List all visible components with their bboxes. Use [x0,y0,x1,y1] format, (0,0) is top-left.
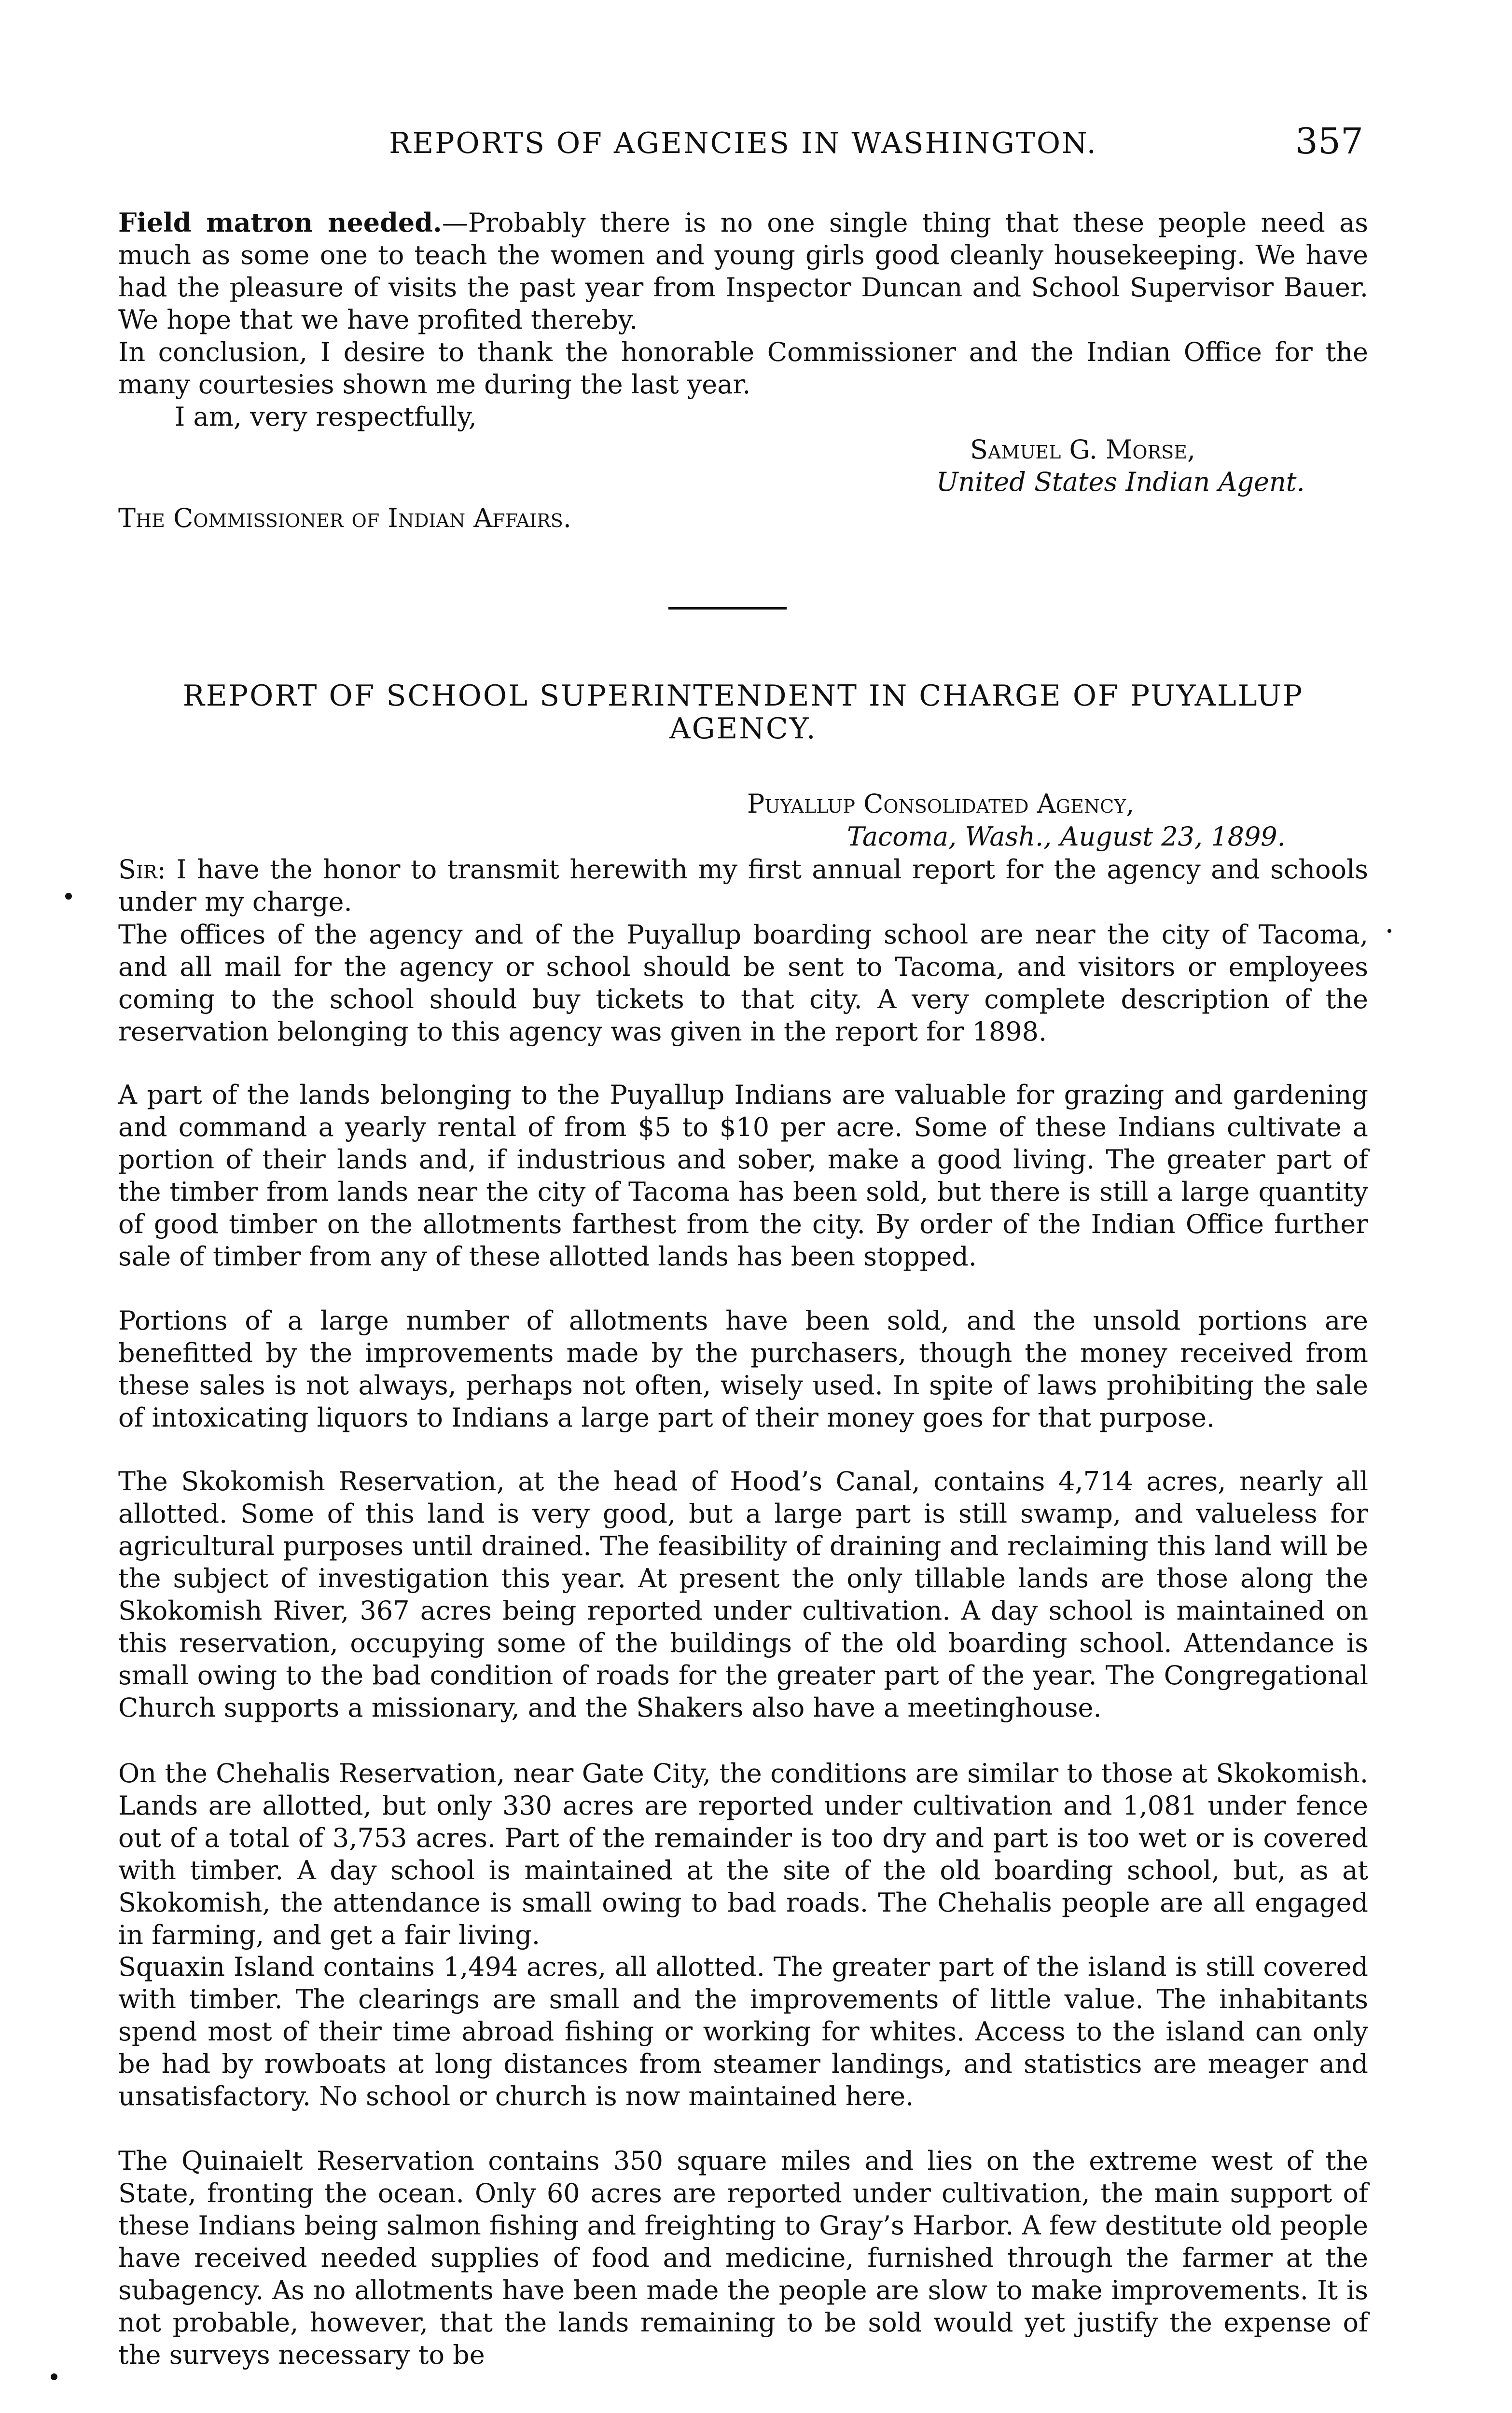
signer-title: United States Indian Agent. [936,467,1305,497]
paragraph-offices: The offices of the agency and of the Puyallup boarding school are near the city of Tacoma, and all mail for the agency or school should be sent to Tacoma, and visitors or employees coming to the school should buy tickets to that city. A very complete description of the reservation belonging to this agency was given in the report for 1898. [118,919,1368,1047]
running-title: REPORTS OF AGENCIES IN WASHINGTON. [389,126,1097,160]
salutation: Sir: [118,854,166,885]
paragraph-conclusion: In conclusion, I desire to thank the honorable Commissioner and the Indian Office for the many courtesies shown me during the last year. [118,337,1368,400]
print-speck [51,2373,57,2380]
paragraph-field-matron [118,207,1368,336]
print-speck [65,893,72,900]
paragraph-squaxin: Squaxin Island contains 1,494 acres, all allotted. The greater part of the island is still covered with timber. The clearings are small and the improvements of little value. The inhabitants spend most of their time abroad fishing or working for whites. Access to the island can only be had by rowboats at long distances from steamer landings, and statistics are meager and unsatisfactory. No school or church is now maintained here. [118,1952,1368,2111]
dateline-place: Puyallup Consolidated Agency, [747,789,1135,819]
paragraph-intro [118,853,1368,918]
paragraph-allotments: Portions of a large number of allotments have been sold, and the unsold portions are benefitted by the improvements made by the purchasers, though the money received from these sales is not always, perhaps not often, wisely used. In spite of laws prohibiting the sale of intoxicating liquors to Indians a large part of their money goes for that purpose. [118,1305,1368,1433]
addressee-line: The Commissioner of Indian Affairs. [118,503,571,533]
closing-line: I am, very respectfully, [175,402,477,432]
report-heading-line-1: REPORT OF SCHOOL SUPERINTENDENT IN CHARGE OF PUYALLUP [182,679,1304,713]
running-header [118,121,1368,174]
paragraph-quinaielt: The Quinaielt Reservation contains 350 square miles and lies on the extreme west of the State, fronting the ocean. Only 60 acres are reported under cultivation, the main support of these Indians being salmon fishing and freighting to Gray’s Harbor. A few destitute old people have received needed supplies of food and medicine, furnished through the farmer at the subagency. As no allotments have been made the people are slow to make improvements. It is not probable, however, that the lands remaining to be sold would yet justify the expense of the surveys necessary to be [118,2146,1368,2370]
print-speck [1387,929,1391,933]
signer-name: Samuel G. Morse, [970,434,1196,465]
paragraph-body: I have the honor to transmit herewith my first annual report for the agency and schools under my charge. [118,854,1368,917]
section-divider [668,607,787,610]
paragraph-lead: Field matron needed. [118,207,442,238]
report-heading [118,680,1368,745]
page-number: 357 [1295,121,1363,162]
paragraph-skokomish: The Skokomish Reservation, at the head of Hood’s Canal, contains 4,714 acres, nearly all allotted. Some of this land is very good, but a large part is still swamp, and valueless for agricultural purposes until drained. The feasibility of draining and reclaiming this land will be the subject of investigation this year. At present the only tillable lands are those along the Skokomish River, 367 acres being reported under cultivation. A day school is maintained on this reservation, occupying some of the buildings of the old boarding school. Attendance is small owing to the bad condition of roads for the greater part of the year. The Congregational Church supports a missionary, and the Shakers also have a meetinghouse. [118,1466,1368,1723]
paragraph-chehalis: On the Chehalis Reservation, near Gate City, the conditions are similar to those at Skokomish. Lands are allotted, but only 330 acres are reported under cultivation and 1,081 under fence out of a total of 3,753 acres. Part of the remainder is too dry and part is too wet or is covered with timber. A day school is maintained at the site of the old boarding school, but, as at Skokomish, the attendance is small owing to bad roads. The Chehalis people are all engaged in farming, and get a fair living. [118,1758,1368,1950]
paragraph-body: —Probably there is no one single thing that these people need as much as some one to teach the women and young girls good cleanly housekeeping. We have had the pleasure of visits the past year from Inspector Duncan and School Supervisor Bauer. We hope that we have profited thereby. [118,208,1368,335]
paragraph-lands: A part of the lands belonging to the Puyallup Indians are valuable for grazing and gardening and command a yearly rental of from $5 to $10 per acre. Some of these Indians cultivate a portion of their lands and, if industrious and sober, make a good living. The greater part of the timber from lands near the city of Tacoma has been sold, but there is still a large quantity of good timber on the allotments farthest from the city. By order of the Indian Office further sale of timber from any of these allotted lands has been stopped. [118,1080,1368,1272]
dateline-date: Tacoma, Wash., August 23, 1899. [847,821,1286,852]
report-heading-line-2: AGENCY. [669,712,817,746]
